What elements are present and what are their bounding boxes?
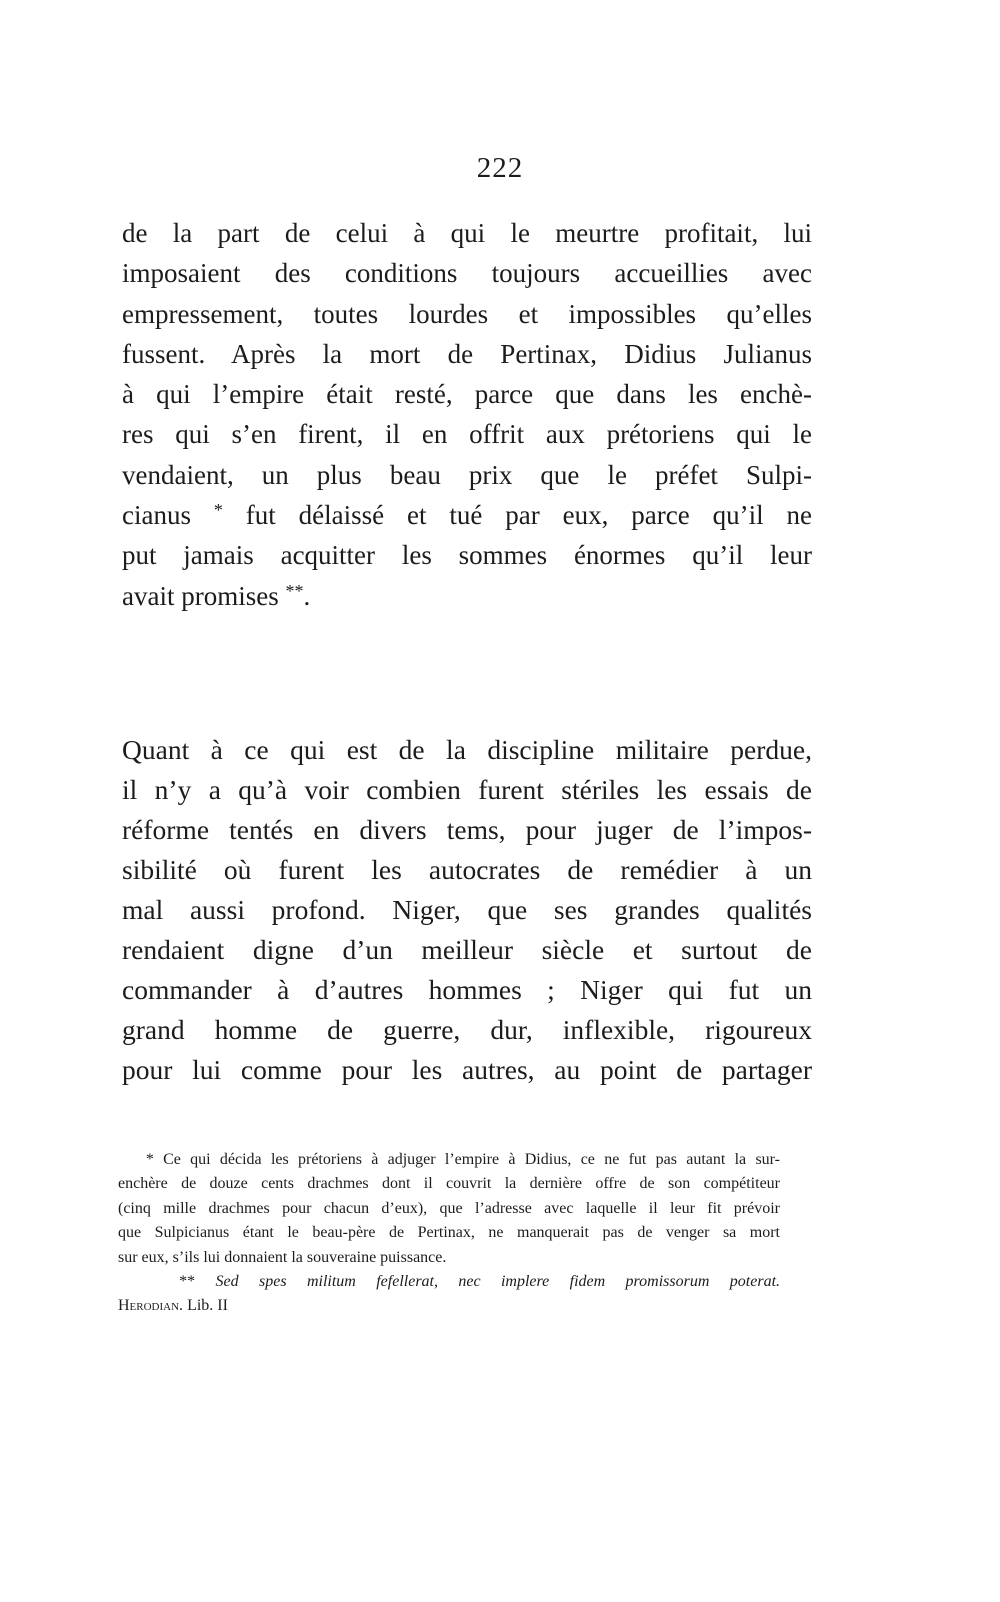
line-end: fut délaissé et tué par eux, parce qu’il ne <box>222 500 813 531</box>
footnote-2 <box>118 1270 780 1319</box>
paragraph-1 <box>122 213 812 616</box>
footnote-ref-1: * <box>213 500 223 521</box>
paragraph-line: pour lui comme pour les autres, au point de partager <box>122 1054 812 1085</box>
footnote-marker: * <box>145 1151 154 1168</box>
line-start: avait promises <box>122 580 279 611</box>
latin-quote: Sed spes militum fefellerat, nec implere fidem promissorum poterat. <box>215 1273 781 1291</box>
paragraph-line: grand homme de guerre, dur, inflexible, rigoureux <box>122 1014 812 1045</box>
paragraph-line: res qui s’en firent, il en offrit aux prétoriens qui le <box>122 419 812 450</box>
footnote-line: sur eux, s’ils lui donnaient la souveraine puissance. <box>118 1248 447 1266</box>
paragraph-line: empressement, toutes lourdes et impossibles qu’elles <box>122 298 812 329</box>
paragraph-line: Quant à ce qui est de la discipline militaire perdue, <box>122 734 812 765</box>
paragraph-line: à qui l’empire était resté, parce que dans les enchè- <box>122 379 812 410</box>
footnote-text: Ce qui décida les prétoriens à adjuger l’empire à Didius, ce ne fut pas autant la sur- <box>163 1151 780 1168</box>
paragraph-line: rendaient digne d’un meilleur siècle et surtout de <box>122 934 812 965</box>
paragraph-line: vendaient, un plus beau prix que le préfet Sulpi- <box>122 459 812 490</box>
paragraph-line: réforme tentés en divers tems, pour juger de l’impos- <box>122 814 812 845</box>
line-end: . <box>303 580 311 611</box>
paragraph-line-with-note-ref <box>122 495 812 535</box>
footnote-line: enchère de douze cents drachmes dont il couvrit la dernière offre de son compétiteur <box>118 1175 780 1193</box>
footnote-line: que Sulpicianus étant le beau-père de Pertinax, ne manquerait pas de venger sa mort <box>118 1224 780 1242</box>
footnote-line: (cinq mille drachmes pour chacun d’eux), que l’adresse avec laquelle il leur fit prévoir <box>118 1199 780 1217</box>
paragraph-line-with-note-ref <box>122 576 812 616</box>
paragraph-line: commander à d’autres hommes ; Niger qui fut un <box>122 974 812 1005</box>
footnote-source <box>118 1294 780 1318</box>
footnotes <box>118 1148 780 1319</box>
paragraph-2 <box>122 730 812 1090</box>
line-start: cianus <box>122 500 191 531</box>
paragraph-line: de la part de celui à qui le meurtre profitait, lui <box>122 218 812 248</box>
footnote-line <box>118 1148 780 1172</box>
page-number: 222 <box>476 152 524 184</box>
footnote-line <box>118 1270 780 1294</box>
source-ref: Lib. II <box>187 1297 228 1315</box>
paragraph-line: sibilité où furent les autocrates de remédier à un <box>122 854 812 885</box>
source-author: Herodian. <box>118 1297 184 1315</box>
paragraph-line: mal aussi profond. Niger, que ses grandes qualités <box>122 894 812 925</box>
paragraph-line: fussent. Après la mort de Pertinax, Didius Julianus <box>122 338 812 369</box>
footnote-marker: ** <box>179 1273 196 1291</box>
paragraph-line: il n’y a qu’à voir combien furent stériles les essais de <box>122 774 812 805</box>
footnote-ref-2: ** <box>285 580 304 601</box>
footnote-1 <box>118 1148 780 1270</box>
paragraph-line: imposaient des conditions toujours accueillies avec <box>122 258 812 289</box>
paragraph-line: put jamais acquitter les sommes énormes qu’il leur <box>122 540 812 571</box>
